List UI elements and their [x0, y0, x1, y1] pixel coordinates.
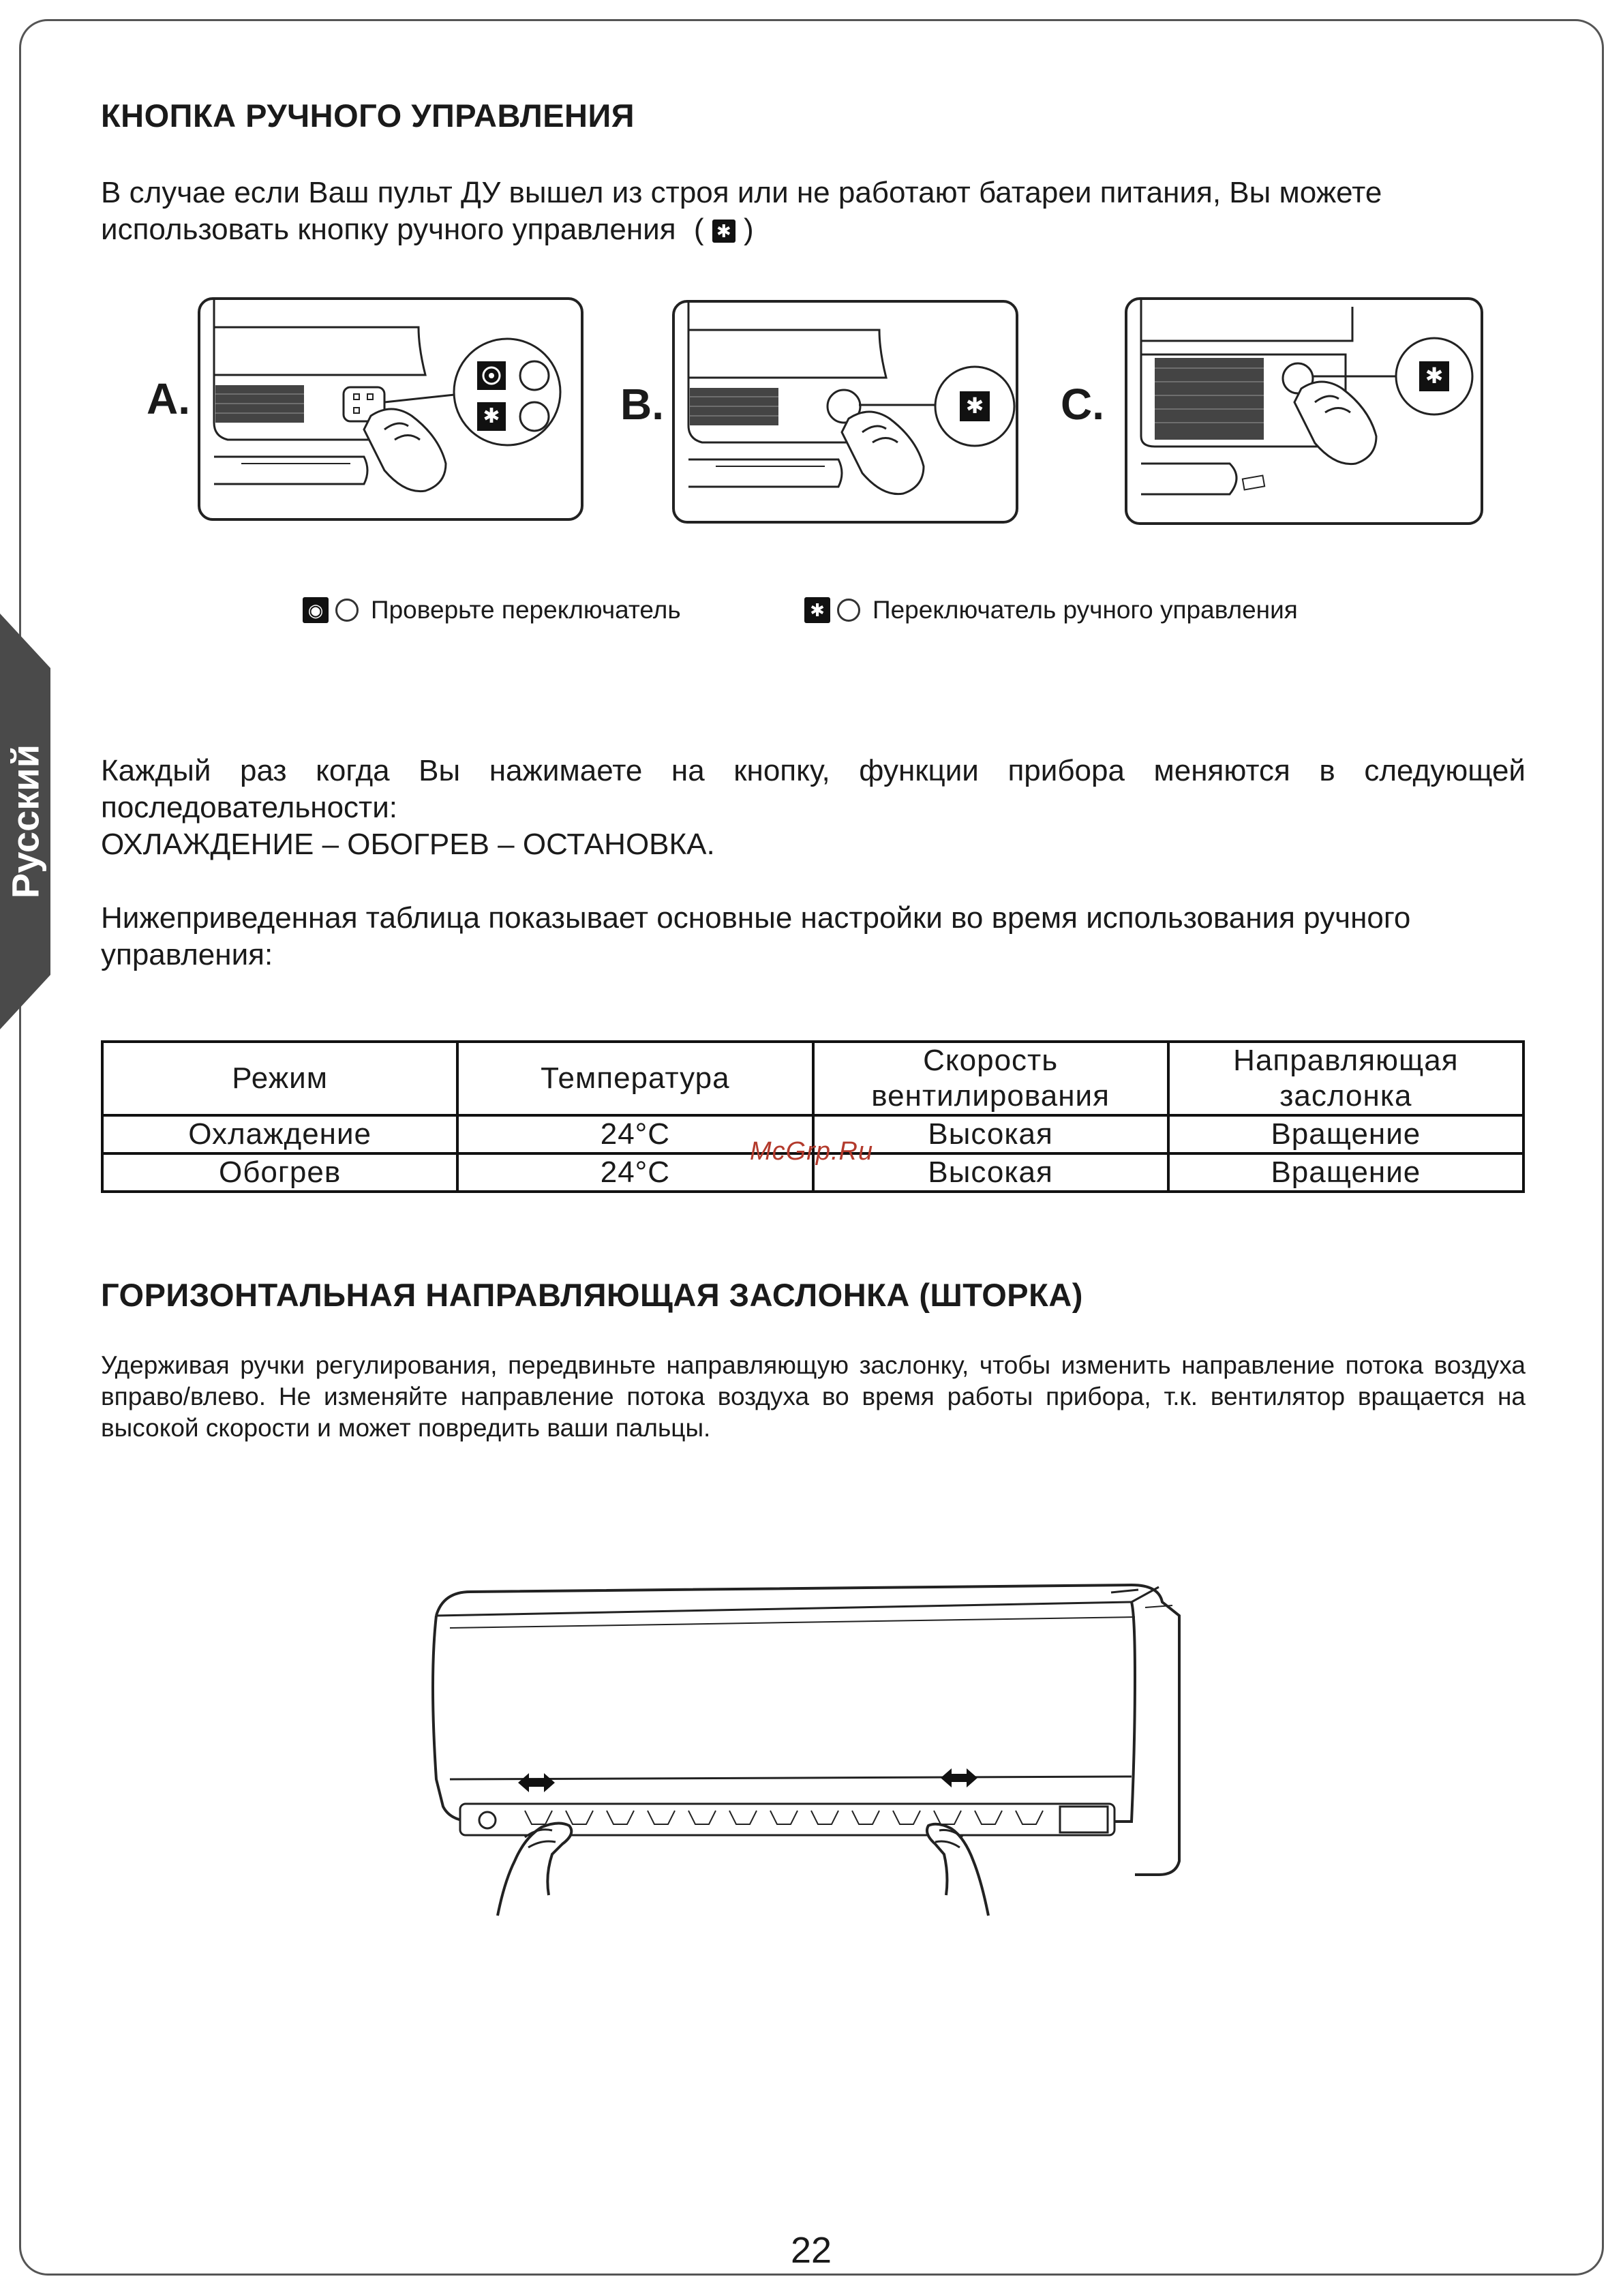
header-fan-speed: Скорость вентилирования: [813, 1042, 1168, 1115]
intro-paren-close: ): [743, 213, 754, 246]
table-cell: Обогрев: [102, 1153, 457, 1192]
table-cell: Высокая: [813, 1115, 1168, 1153]
check-switch-icon: ◉: [303, 597, 329, 623]
sequence-paragraph: Каждый раз когда Вы нажимаете на кнопку, функции прибора меняются в следующей последовательности:: [101, 754, 1526, 824]
panel-b-illustration: [672, 300, 1018, 524]
svg-text:✱: ✱: [1425, 363, 1444, 389]
svg-text:✱: ✱: [483, 404, 500, 428]
watermark: McGrp.Ru: [750, 1137, 874, 1166]
svg-text:✱: ✱: [965, 393, 984, 419]
legend-manual-switch-text: Переключатель ручного управления: [873, 596, 1298, 624]
intro-paragraph: [101, 175, 1526, 248]
legend-check-switch: [303, 596, 681, 624]
intro-line-2: использовать кнопку ручного управления: [101, 213, 676, 246]
manual-switch-icon: ✱: [712, 220, 735, 243]
table-cell: Высокая: [813, 1153, 1168, 1192]
panel-c-label: C.: [1061, 380, 1104, 429]
manual-switch-icon: ✱: [804, 597, 830, 623]
legend-check-switch-text: Проверьте переключатель: [371, 596, 681, 624]
language-tab-label: Русский: [3, 744, 47, 899]
header-louver: Направляющая заслонка: [1168, 1042, 1523, 1115]
intro-paren-open: (: [693, 213, 704, 246]
table-intro-paragraph: Нижеприведенная таблица показывает основные настройки во время использования ручного управления:: [101, 901, 1411, 971]
table-cell: Вращение: [1168, 1153, 1523, 1192]
page-number-text: 22: [790, 2230, 832, 2271]
table-cell: 24°C: [457, 1153, 813, 1192]
table-cell: 24°C: [457, 1115, 813, 1153]
circle-icon: [335, 599, 359, 622]
section-title-louver: ГОРИЗОНТАЛЬНАЯ НАПРАВЛЯЮЩАЯ ЗАСЛОНКА (ШТОРКА): [101, 1277, 1083, 1313]
indoor-unit-illustration: [423, 1575, 1207, 1929]
mode-sequence: ОХЛАЖДЕНИЕ – ОБОГРЕВ – ОСТАНОВКА.: [101, 828, 715, 861]
panel-a-label: A.: [147, 374, 190, 423]
louver-paragraph: Удерживая ручки регулирования, передвиньте направляющую заслонку, чтобы изменить направление потока воздуха вправо/влево. Не изменяйте направление потока воздуха во время работы прибора, т.к. вентилятор вращается на высокой скорости и может повредить ваши пальцы.: [101, 1351, 1526, 1442]
table-cell: Охлаждение: [102, 1115, 457, 1153]
section-title-manual-button: КНОПКА РУЧНОГО УПРАВЛЕНИЯ: [101, 97, 635, 134]
intro-line-1: В случае если Ваш пульт ДУ вышел из строя или не работают батареи питания, Вы можете: [101, 176, 1382, 209]
legend-manual-switch: [804, 596, 1298, 624]
manual-settings-table: [101, 1040, 1525, 1193]
panel-a-illustration: [198, 297, 583, 521]
table-cell: Вращение: [1168, 1115, 1523, 1153]
panel-c-illustration: [1125, 297, 1483, 525]
panel-b-label: B.: [620, 380, 664, 429]
header-mode: Режим: [102, 1042, 457, 1115]
circle-icon: [837, 599, 860, 622]
header-temperature: Температура: [457, 1042, 813, 1115]
table-header-row: [102, 1042, 1523, 1115]
